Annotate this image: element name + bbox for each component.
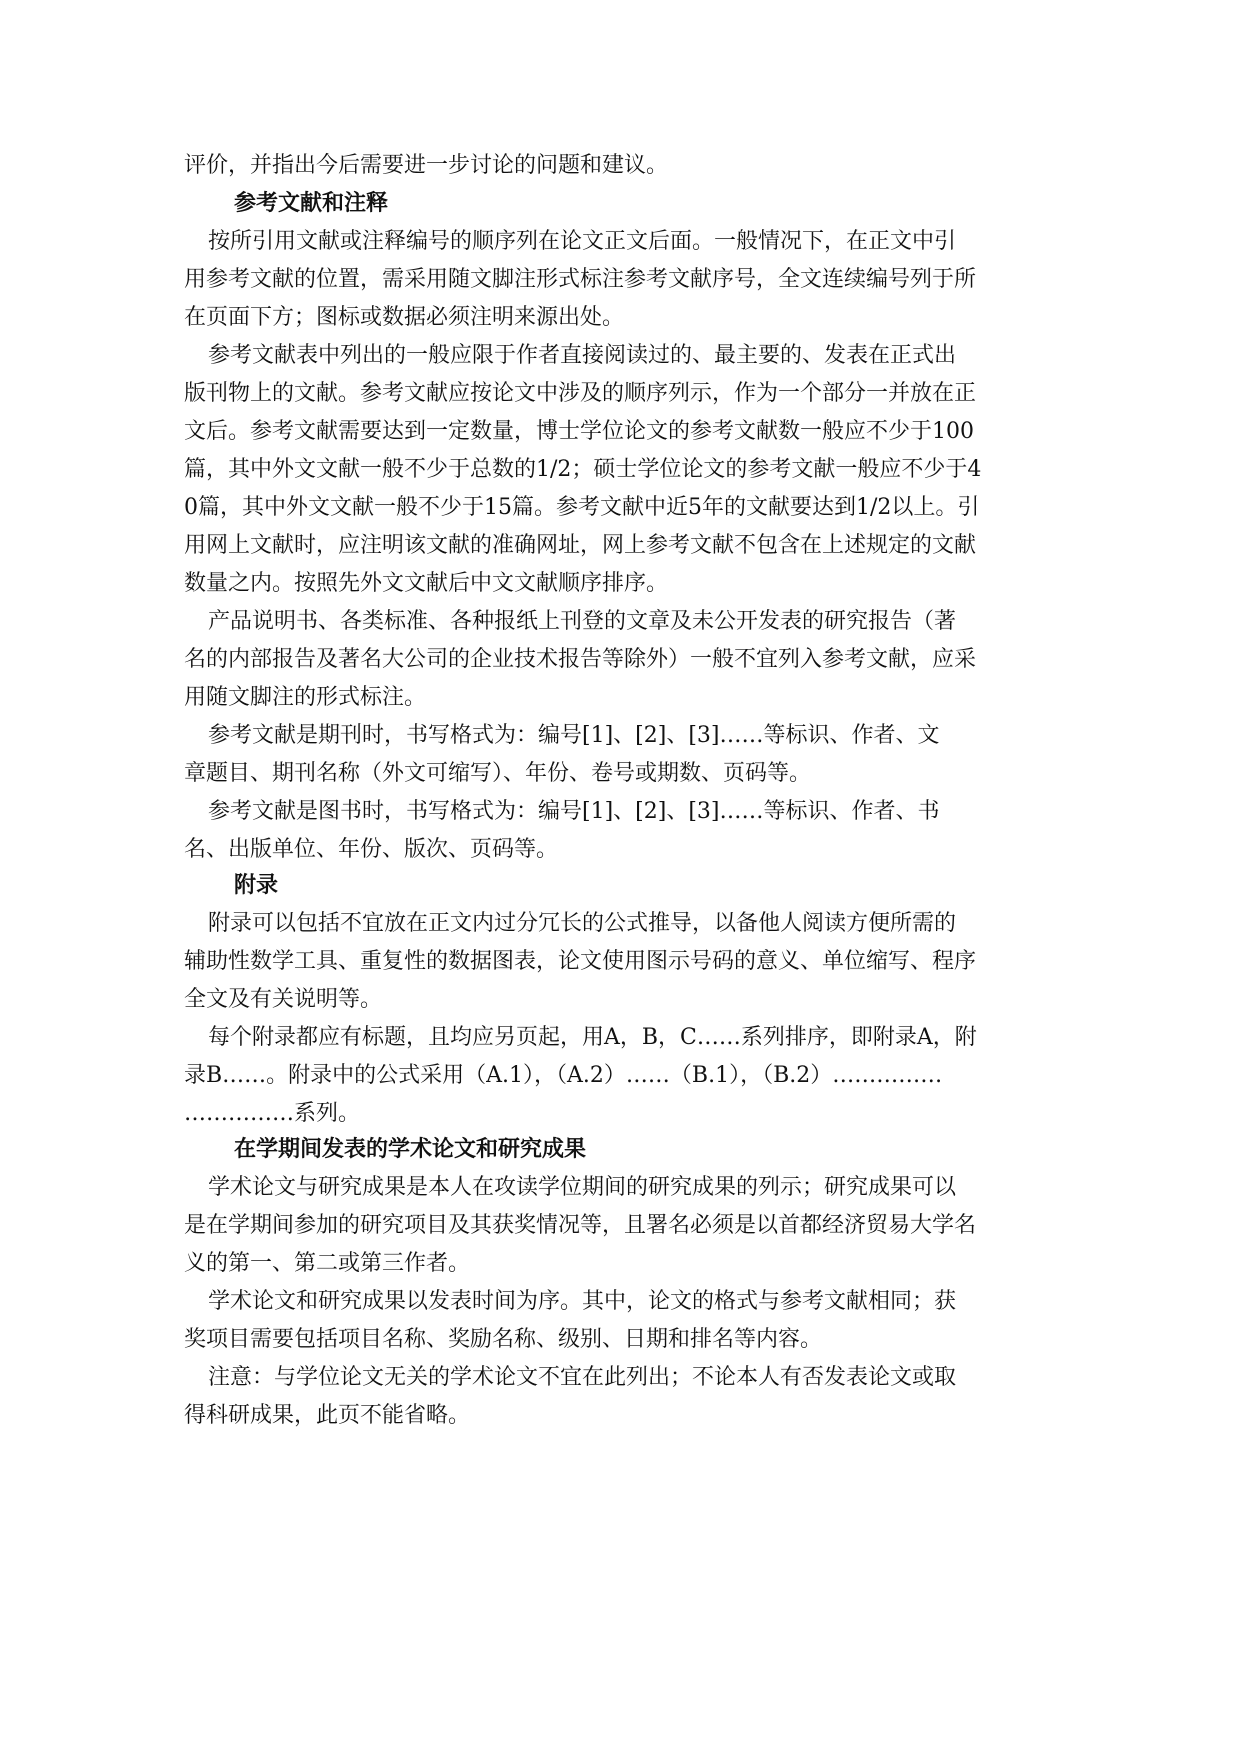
paragraph-line: 学术论文和研究成果以发表时间为序。其中，论文的格式与参考文献相同；获 <box>208 1289 957 1314</box>
paragraph-line: 义的第一、第二或第三作者。 <box>184 1251 471 1276</box>
paragraph-line: 注意：与学位论文无关的学术论文不宜在此列出；不论本人有否发表论文或取 <box>208 1365 957 1390</box>
paragraph-line: 名、出版单位、年份、版次、页码等。 <box>184 837 559 862</box>
paragraph-line: 学术论文与研究成果是本人在攻读学位期间的研究成果的列示；研究成果可以 <box>208 1175 957 1200</box>
paragraph-line: 按所引用文献或注释编号的顺序列在论文正文后面。一般情况下，在正文中引 <box>208 229 957 254</box>
paragraph-line: 用参考文献的位置，需采用随文脚注形式标注参考文献序号，全文连续编号列于所 <box>184 267 977 292</box>
paragraph-line: 0篇，其中外文文献一般不少于15篇。参考文献中近5年的文献要达到1/2以上。引 <box>184 495 980 520</box>
paragraph-line: 数量之内。按照先外文文献后中文文献顺序排序。 <box>184 571 669 596</box>
paragraph-line: 篇，其中外文文献一般不少于总数的1/2；硕士学位论文的参考文献一般应不少于4 <box>184 457 982 482</box>
paragraph-line: 全文及有关说明等。 <box>184 987 383 1012</box>
section-heading: 在学期间发表的学术论文和研究成果 <box>234 1137 587 1162</box>
paragraph-line: 评价，并指出今后需要进一步讨论的问题和建议。 <box>184 153 669 178</box>
section-heading: 参考文献和注释 <box>234 191 389 216</box>
paragraph-line: 文后。参考文献需要达到一定数量，博士学位论文的参考文献数一般应不少于100 <box>184 419 974 444</box>
paragraph-line: 录B……。附录中的公式采用（A.1），（A.2）……（B.1），（B.2）…………… <box>184 1063 943 1088</box>
paragraph-line: 名的内部报告及著名大公司的企业技术报告等除外）一般不宜列入参考文献，应采 <box>184 647 977 672</box>
paragraph-line: 每个附录都应有标题，且均应另页起，用A，B，C……系列排序，即附录A，附 <box>208 1025 977 1050</box>
paragraph-line: 用网上文献时，应注明该文献的准确网址，网上参考文献不包含在上述规定的文献 <box>184 533 977 558</box>
paragraph-line: ……………系列。 <box>184 1101 361 1126</box>
paragraph-line: 用随文脚注的形式标注。 <box>184 685 427 710</box>
paragraph-line: 参考文献是图书时，书写格式为：编号[1]、[2]、[3]……等标识、作者、书 <box>208 799 940 824</box>
section-heading: 附录 <box>234 873 279 898</box>
paragraph-line: 是在学期间参加的研究项目及其获奖情况等，且署名必须是以首都经济贸易大学名 <box>184 1213 977 1238</box>
paragraph-line: 得科研成果，此页不能省略。 <box>184 1403 471 1428</box>
paragraph-line: 参考文献表中列出的一般应限于作者直接阅读过的、最主要的、发表在正式出 <box>208 343 957 368</box>
paragraph-line: 章题目、期刊名称（外文可缩写）、年份、卷号或期数、页码等。 <box>184 761 812 786</box>
paragraph-line: 在页面下方；图标或数据必须注明来源出处。 <box>184 305 625 330</box>
paragraph-line: 辅助性数学工具、重复性的数据图表，论文使用图示号码的意义、单位缩写、程序 <box>184 949 977 974</box>
paragraph-line: 产品说明书、各类标准、各种报纸上刊登的文章及未公开发表的研究报告（著 <box>208 609 957 634</box>
paragraph-line: 参考文献是期刊时，书写格式为：编号[1]、[2]、[3]……等标识、作者、文 <box>208 723 940 748</box>
paragraph-line: 奖项目需要包括项目名称、奖励名称、级别、日期和排名等内容。 <box>184 1327 823 1352</box>
paragraph-line: 附录可以包括不宜放在正文内过分冗长的公式推导，以备他人阅读方便所需的 <box>208 911 957 936</box>
paragraph-line: 版刊物上的文献。参考文献应按论文中涉及的顺序列示，作为一个部分一并放在正 <box>184 381 977 406</box>
